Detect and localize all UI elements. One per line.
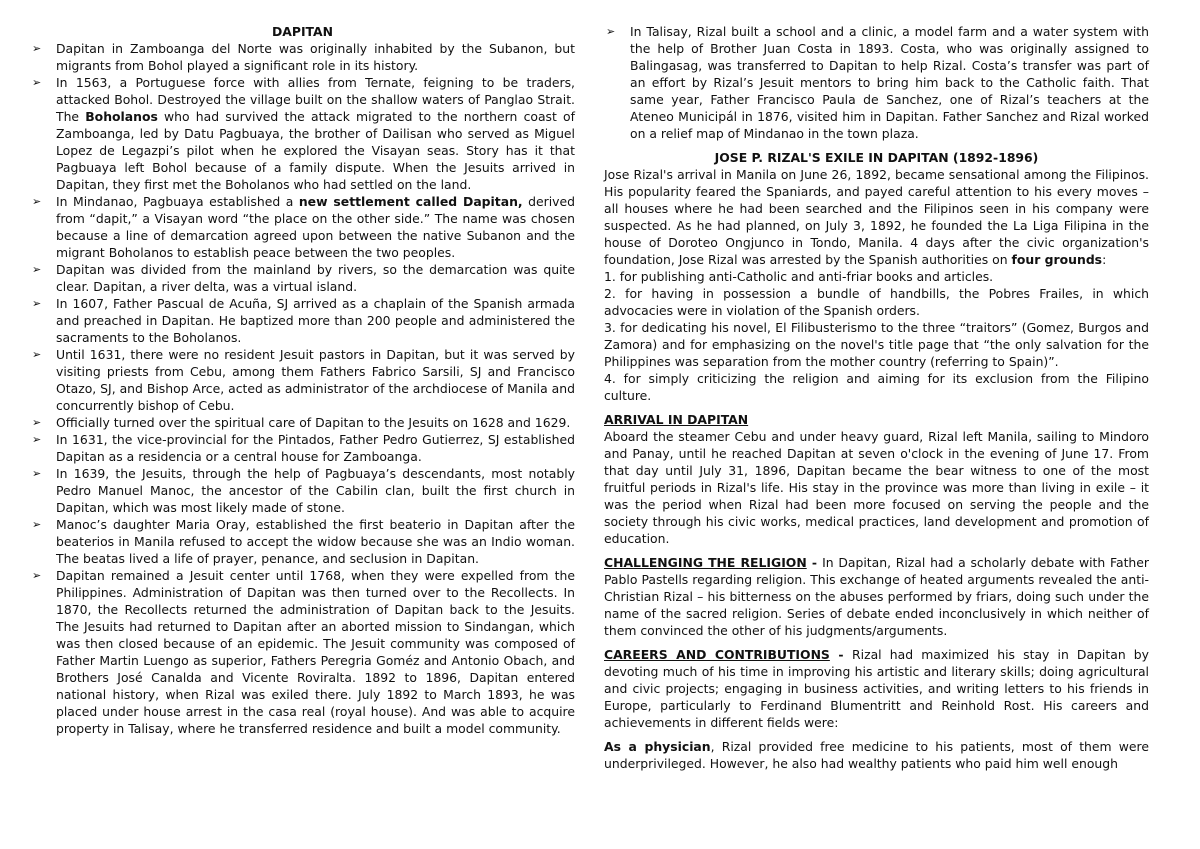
bullet-item: ➢ In Mindanao, Pagbuaya established a new settlement called Dapitan, derived from “dapit,” a Visayan word “the place on the other side.” The name was chosen because a line of demarcation agreed upon between the native Subanon and the migrant Boholanos to establish peace between the two peoples. bbox=[32, 194, 575, 260]
bullet-item: ➢ Dapitan was divided from the mainland by rivers, so the demarcation was quite clear. Dapitan, a river delta, was a virtual island. bbox=[32, 262, 575, 294]
ground-item: 3. for dedicating his novel, El Filibusterismo to the three “traitors” (Gomez, Burgos and Zamora) and for emphasizing on the novel's title page that “the only salvation for the Philippines was separation from the mother country (referring to Spain)”. bbox=[604, 320, 1149, 369]
arrow-bullet-icon: ➢ bbox=[32, 416, 42, 429]
right-column bbox=[604, 23, 1149, 772]
bullet-item: ➢ In 1607, Father Pascual de Acuña, SJ arrived as a chaplain of the Spanish armada and preached in Dapitan. He baptized more than 200 people and administered the sacraments to the Boholanos. bbox=[32, 296, 575, 345]
arrow-bullet-icon: ➢ bbox=[32, 467, 42, 480]
arrow-bullet-icon: ➢ bbox=[32, 42, 42, 55]
bullet-item: ➢ Dapitan in Zamboanga del Norte was originally inhabited by the Subanon, but migrants from Bohol played a significant role in its history. bbox=[32, 41, 575, 73]
arrow-bullet-icon: ➢ bbox=[32, 76, 42, 89]
arrow-bullet-icon: ➢ bbox=[32, 518, 42, 531]
arrival-paragraph: Aboard the steamer Cebu and under heavy guard, Rizal left Manila, sailing to Mindoro and Panay, until he reached Dapitan at seven o'clock in the evening of June 17. From that day until July 31, 1896, Dapitan became the bear witness to one of the most fruitful periods in Rizal's life. His stay in the province was more than living in exile – it was the period when Rizal had been more focused on serving the people and the society through his civic works, medical practices, land development and promotion of education. bbox=[604, 429, 1149, 546]
arrival-section-title: ARRIVAL IN DAPITAN bbox=[604, 412, 749, 427]
arrow-bullet-icon: ➢ bbox=[32, 569, 42, 582]
ground-item: 2. for having in possession a bundle of handbills, the Pobres Frailes, in which advocacies were in violation of the Spanish orders. bbox=[604, 286, 1149, 318]
arrow-bullet-icon: ➢ bbox=[32, 348, 42, 361]
arrow-bullet-icon: ➢ bbox=[606, 25, 616, 38]
arrow-bullet-icon: ➢ bbox=[32, 195, 42, 208]
religion-section-title: CHALLENGING THE RELIGION bbox=[604, 555, 807, 570]
bullet-item: ➢ Dapitan remained a Jesuit center until 1768, when they were expelled from the Philippines. Administration of Dapitan was then turned over to the Recollects. In 1870, the Recollects returned the administration of Dapitan back to the Jesuits. The Jesuits had returned to Dapitan after an aborted mission to Sindangan, which was then closed because of an epidemic. The Jesuit community was composed of Father Martin Luengo as superior, Fathers Peregria Goméz and Antonio Obach, and Brothers José Canalda and Vicente Roviralta. 1892 to 1896, Dapitan entered national history, when Rizal was exiled there. July 1892 to March 1893, he was placed under house arrest in the casa real (royal house). And was able to acquire property in Talisay, where he transferred residence and built a model community. bbox=[32, 568, 575, 736]
physician-label: As a physician bbox=[604, 739, 711, 754]
physician-paragraph: As a physician, Rizal provided free medicine to his patients, most of them were underprivileged. However, he also had wealthy patients who paid him well enough bbox=[604, 739, 1149, 771]
careers-paragraph: CAREERS AND CONTRIBUTIONS - Rizal had maximized his stay in Dapitan by devoting much of his time in improving his artistic and literary skills; doing agricultural and civic projects; engaging in business activities, and writing letters to his friends in Europe, particularly to Ferdinand Blumentritt and Reinhold Rost. His careers and achievements in different fields were: bbox=[604, 647, 1149, 730]
bullet-item: ➢ Officially turned over the spiritual care of Dapitan to the Jesuits on 1628 and 1629. bbox=[32, 415, 571, 430]
bullet-item: ➢ In 1631, the vice-provincial for the Pintados, Father Pedro Gutierrez, SJ established Dapitan as a residencia or a central house for Zamboanga. bbox=[32, 432, 575, 464]
talisay-bullet-list bbox=[604, 23, 1149, 142]
exile-section-title: JOSE P. RIZAL'S EXILE IN DAPITAN (1892-1896) bbox=[714, 150, 1039, 165]
religion-paragraph: CHALLENGING THE RELIGION - In Dapitan, Rizal had a scholarly debate with Father Pablo Pastells regarding religion. This exchange of heated arguments revealed the anti-Christian Rizal – his bitterness on the abuses performed by friars, doing such under the name of the sacred religion. Series of debate ended inconclusively in which neither of them convinced the other of his judgments/arguments. bbox=[604, 555, 1149, 638]
bullet-item: ➢ Manoc’s daughter Maria Oray, established the first beaterio in Dapitan after the beaterios in Manila refused to accept the widow because she was an Indio woman. The beatas lived a life of prayer, penance, and seclusion in Dapitan. bbox=[32, 517, 575, 566]
bullet-item: ➢ In Talisay, Rizal built a school and a clinic, a model farm and a water system with the help of Brother Juan Costa in 1893. Costa, who was originally assigned to Balingasag, was transferred to Dapitan to help Rizal. Costa’s transfer was part of an effort by Rizal’s Jesuit mentors to bring him back to the Catholic faith. That same year, Father Francisco Paula de Sanchez, one of Rizal’s teachers at the Ateneo Municipál in 1876, visited him in Dapitan. Father Sanchez and Rizal worked on a relief map of Mindanao in the town plaza. bbox=[606, 24, 1149, 141]
bullet-item: ➢ In 1563, a Portuguese force with allies from Ternate, feigning to be traders, attacked Bohol. Destroyed the village built on the shallow waters of Panglao Strait. The Boholanos who had survived the attack migrated to the northern coast of Zamboanga, led by Datu Pagbuaya, the brother of Dailisan who served as Miguel Lopez de Legazpi’s pilot when he explored the Visayan seas. Story has it that Pagbuaya left Bohol because of a family dispute. When the Jesuits arrived in Dapitan, they first met the Boholanos who had settled on the land. bbox=[32, 75, 575, 192]
bullet-item: ➢ Until 1631, there were no resident Jesuit pastors in Dapitan, but it was served by visiting priests from Cebu, among them Fathers Fabrico Sarsili, SJ and Francisco Otazo, SJ, and Bishop Arce, acted as administrator of the archdiocese of Manila and concurrently bishop of Cebu. bbox=[32, 347, 575, 413]
careers-section-title: CAREERS AND CONTRIBUTIONS bbox=[604, 647, 830, 662]
dapitan-bullet-list bbox=[30, 40, 575, 737]
arrow-bullet-icon: ➢ bbox=[32, 433, 42, 446]
bullet-item: ➢ In 1639, the Jesuits, through the help of Pagbuaya’s descendants, most notably Pedro Manuel Manoc, the ancestor of the Cabilin clan, built the first church in Dapitan, which was most likely made of stone. bbox=[32, 466, 575, 515]
exile-intro-paragraph: Jose Rizal's arrival in Manila on June 26, 1892, became sensational among the Filipinos. His popularity feared the Spaniards, and payed careful attention to his every moves – all houses where he had been searched and the Filipinos seen in his company were suspected. As he had planned, on July 3, 1892, he founded the La Liga Filipina in the house of Doroteo Ongjunco in Tondo, Manila. 4 days after the civic organization's foundation, Jose Rizal was arrested by the Spanish authorities on four grounds: bbox=[604, 167, 1149, 267]
dapitan-title: DAPITAN bbox=[271, 24, 333, 39]
ground-item: 1. for publishing anti-Catholic and anti-friar books and articles. bbox=[604, 269, 994, 284]
ground-item: 4. for simply criticizing the religion and aiming for its exclusion from the Filipino culture. bbox=[604, 371, 1149, 403]
left-column bbox=[30, 23, 575, 737]
arrow-bullet-icon: ➢ bbox=[32, 263, 42, 276]
arrow-bullet-icon: ➢ bbox=[32, 297, 42, 310]
